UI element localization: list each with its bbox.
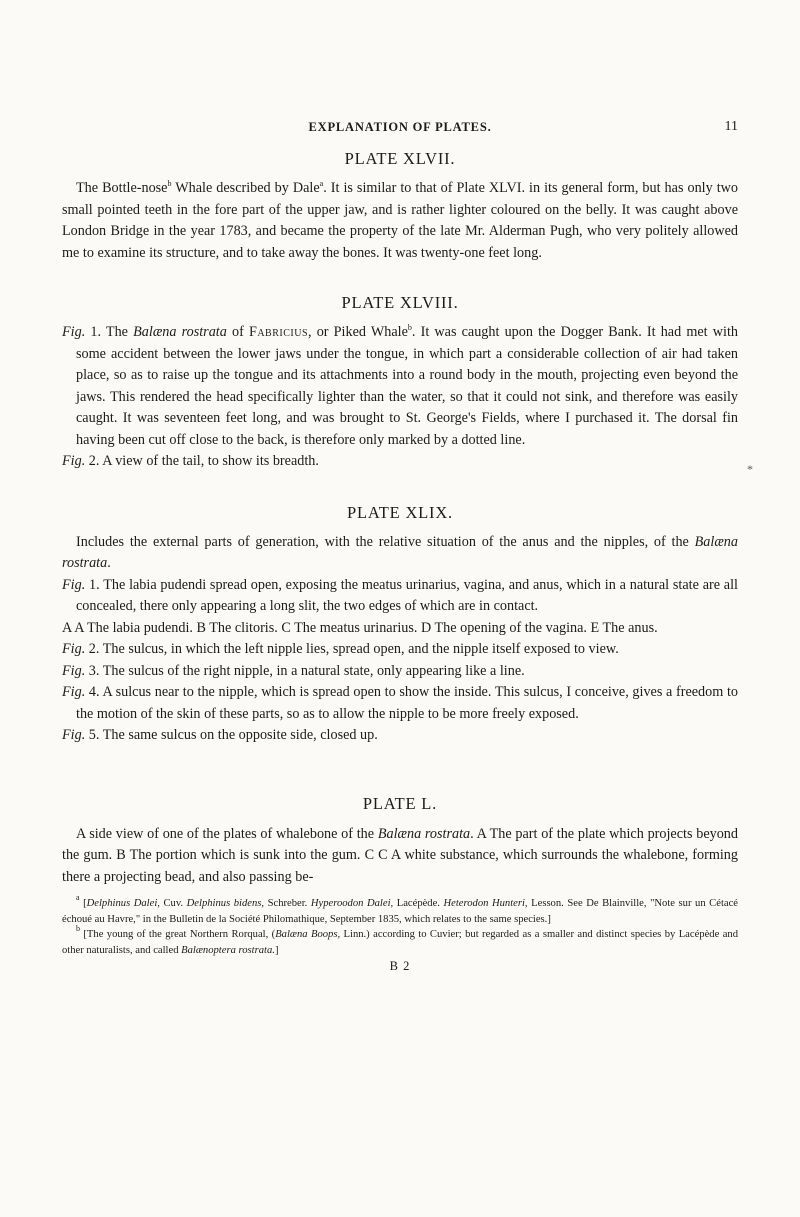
- text-run: Lacépède.: [393, 898, 444, 909]
- running-head-title: EXPLANATION OF PLATES.: [308, 120, 492, 134]
- plate-l-paragraph: [62, 824, 738, 889]
- species-name: Balæna rostrata: [133, 324, 227, 340]
- species-name: Balæna rostrata: [62, 533, 738, 571]
- signature-mark: B 2: [389, 959, 411, 973]
- fig-label: Fig.: [62, 662, 86, 679]
- text-run: Linn.) according to Cuvier; but regarded as a smaller and distinct species by Lacépède and other naturalists, and called: [62, 929, 738, 956]
- text-run: Schreber.: [264, 898, 311, 909]
- footnote-mark-b: b: [76, 924, 80, 933]
- plate-xlix-fig5: [62, 725, 738, 747]
- plate-xlvii-paragraph: [62, 178, 738, 264]
- footnote-a: [62, 893, 738, 927]
- plate-xlvii-title: PLATE XLVII.: [344, 149, 456, 168]
- text-run: .: [107, 555, 111, 571]
- text-run: 5. The same sulcus on the opposite side, closed up.: [85, 727, 378, 743]
- fig-label: Fig.: [62, 727, 86, 743]
- book-page: [62, 0, 738, 974]
- plate-xlviii-section: [62, 293, 738, 473]
- fig-label: Fig.: [62, 684, 86, 700]
- plate-l-section: [62, 794, 738, 889]
- text-run: 1. The labia pudendi spread open, exposing the meatus urinarius, vagina, and anus, which in a natural state are all concealed, there only appearing a long slit, the two edges of which are in contact.: [76, 576, 738, 614]
- plate-xlix-fig2: [62, 639, 738, 661]
- footnote-ref-b: b: [407, 323, 412, 332]
- footnote-ref-b: b: [167, 179, 172, 188]
- plate-l-title: PLATE L.: [362, 793, 438, 813]
- species-name: Hyperoodon Dalei,: [310, 898, 394, 909]
- footnotes: [62, 893, 738, 958]
- text-run: Lesson. See De Blainville, "Note sur un Cétacé échoué au Havre," in the Bulletin de la Société Philomathique, September 1835, which relates to the same species.]: [62, 898, 738, 925]
- text-run: A side view of one of the plates of whalebone of the: [76, 825, 378, 842]
- text-run: The Bottle-nose: [76, 180, 168, 196]
- text-run: 2. A view of the tail, to show its breadth.: [85, 453, 319, 469]
- fig-label: Fig.: [62, 324, 86, 340]
- text-run: Includes the external parts of generation, with the relative situation of the anus and the nipples, of the: [76, 533, 695, 550]
- text-run: , or Piked Whale: [308, 324, 408, 340]
- margin-asterisk: *: [747, 462, 753, 476]
- species-name: Balæna rostrata: [377, 825, 471, 842]
- text-run: [The young of the great Northern Rorqual, (: [80, 929, 276, 940]
- fig-label: Fig.: [62, 576, 86, 593]
- plate-xlviii-fig1: [62, 322, 738, 451]
- species-name: Balænoptera rostrata.: [181, 944, 275, 956]
- footnote-mark-a: a: [76, 893, 80, 902]
- text-run: ]: [274, 944, 279, 956]
- footnote-ref-a: a: [319, 179, 324, 188]
- species-name: Delphinus bidens,: [186, 898, 265, 909]
- page-number: 11: [724, 119, 738, 134]
- text-run: [: [79, 898, 87, 909]
- plate-xlix-fig3: [62, 661, 738, 683]
- text-run: 2. The sulcus, in which the left nipple lies, spread open, and the nipple itself exposed to view.: [85, 641, 619, 657]
- text-run: 1. The: [85, 324, 134, 340]
- plate-xlviii-fig2: [62, 451, 738, 473]
- text-run: Whale described by Dale: [171, 180, 320, 196]
- plate-xlix-key: A A The labia pudendi. B The clitoris. C The meatus urinarius. D The opening of the vagina. E The anus.: [62, 619, 658, 636]
- text-run: . A The part of the plate which projects beyond the gum. B The portion which is sunk into the gum. C C A white substance, which surrounds the whalebone, forming there a projecting bead, and also passing be-: [62, 825, 738, 885]
- fig-label: Fig.: [62, 453, 86, 469]
- text-run: Cuv.: [159, 898, 187, 909]
- species-name: Delphinus Dalei,: [86, 898, 160, 909]
- plate-xlix-section: [62, 503, 738, 747]
- text-run: of: [226, 324, 249, 340]
- text-run: . It is similar to that of Plate XLVI. in its general form, but has only two small pointed teeth in the fore part of the upper jaw, and is rather lighter coloured on the belly. It was caught above London Bridge in the year 1783, and became the property of the late Mr. Alderman Pugh, who very politely allowed me to examine its structure, and to take away the bones. It was twenty-one feet long.: [62, 180, 738, 261]
- plate-xlix-fig4: [62, 682, 738, 725]
- text-run: 4. A sulcus near to the nipple, which is spread open to show the inside. This sulcus, I conceive, gives a freedom to the motion of the skin of these parts, so as to allow the nipple to be more freely exposed.: [76, 684, 738, 722]
- text-run: 3. The sulcus of the right nipple, in a natural state, only appearing like a line.: [85, 662, 525, 679]
- plate-xlix-title: PLATE XLIX.: [347, 502, 453, 522]
- footnote-b: [62, 924, 738, 958]
- species-name: Balæna Boops,: [275, 929, 341, 940]
- author-name: Fabricius: [248, 324, 309, 340]
- fig-label: Fig.: [62, 641, 86, 657]
- species-name: Heterodon Hunteri,: [443, 898, 528, 909]
- plate-xlix-fig1: [62, 575, 738, 618]
- plate-xlix-intro: [62, 532, 738, 575]
- running-head: [62, 120, 738, 140]
- text-run: . It was caught upon the Dogger Bank. It had met with some accident between the lower jaws under the tongue, in which part a considerable collection of air had taken place, so as to raise up the tongue and its attachments into a round body in the mouth, projecting even beyond the jaws. This rendered the head specifically lighter than the water, so that it could not sink, and therefore was easily caught. It was seventeen feet long, and was brought to St. George's Fields, where I purchased it. The dorsal fin having been cut off close to the back, is therefore only marked by a dotted line.: [76, 324, 738, 448]
- plate-xlvii-section: [62, 149, 738, 264]
- plate-xlviii-title: PLATE XLVIII.: [341, 293, 459, 312]
